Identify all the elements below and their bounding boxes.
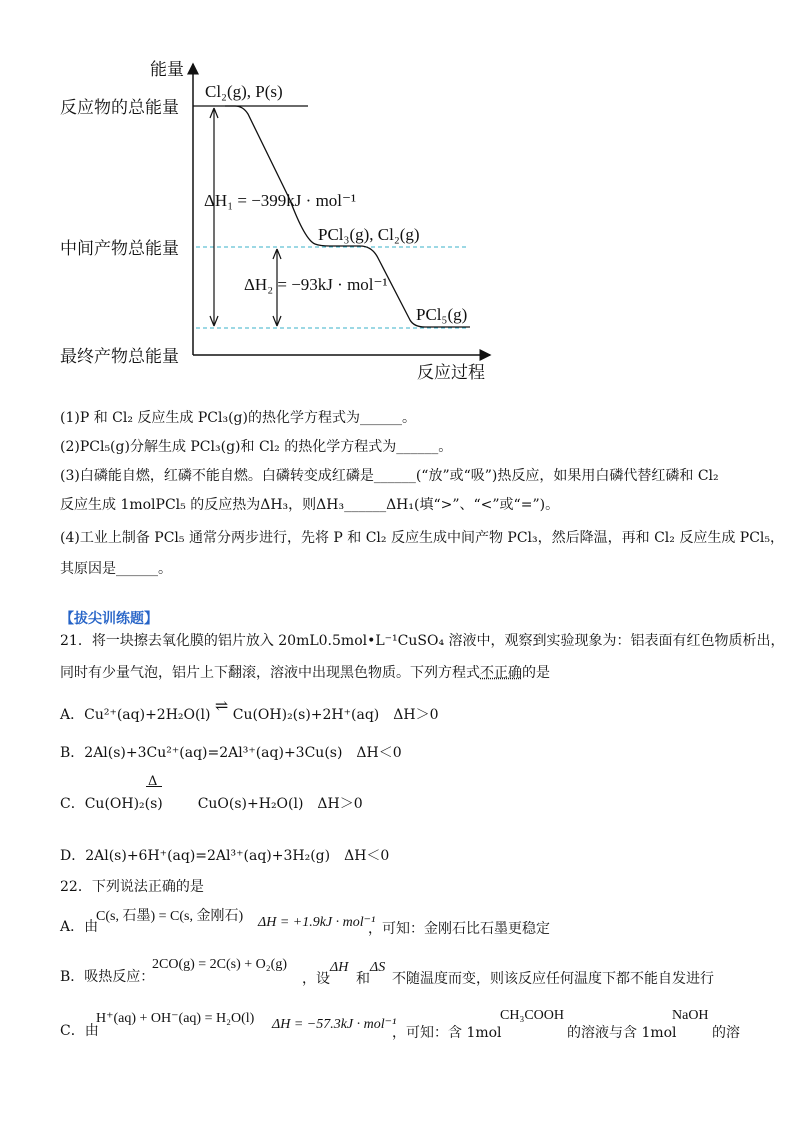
q21-a-right: Cu(OH)₂(s)+2H⁺(aq) ΔH＞0 — [232, 707, 439, 723]
q22-c-mid1: ，可知：含 1mol — [392, 1025, 502, 1041]
intermediate-species: PCl₃(g), Cl₂(g) — [318, 225, 420, 244]
q21-a-left: A．Cu²⁺(aq)+2H₂O(l) — [60, 707, 211, 723]
level-intermediate-label: 中间产物总能量 — [60, 239, 179, 258]
q22-option-c-prefix: C．由 — [60, 1023, 99, 1039]
q21-option-a — [60, 696, 439, 724]
q22-c-tail: 的溶 — [712, 1025, 740, 1041]
q22-a-enthalpy: ΔH = +1.9kJ · mol⁻¹ — [258, 915, 376, 930]
q22-a-equation: C(s, 石墨) = C(s, 金刚石) — [96, 909, 244, 924]
q21-stem-pre: 同时有少量气泡，铝片上下翻滚，溶液中出现黑色物质。下列方程式 — [60, 665, 480, 681]
q21-c-left: C．Cu(OH)₂(s) — [60, 796, 163, 812]
q22-c-acid: CH₃COOH — [500, 1008, 564, 1023]
question-2: (2)PCl₅(g)分解生成 PCl₃(g)和 Cl₂ 的热化学方程式为______。 — [60, 439, 453, 455]
q21-stem-line-1: 21．将一块擦去氧化膜的铝片放入 20mL0.5mol•L⁻¹CuSO₄ 溶液中，观察到实验现象为：铝表面有红色物质析出， — [60, 633, 785, 649]
q21-c-arrow — [146, 786, 162, 787]
reactants-species: Cl₂(g), P(s) — [205, 82, 283, 101]
q22-c-mid2: 的溶液与含 1mol — [567, 1025, 677, 1041]
q21-stem-line-2 — [60, 664, 550, 682]
q21-c-heat-sign: Δ — [148, 774, 158, 789]
x-axis-label: 反应过程 — [417, 363, 485, 382]
q22-b-conclusion: 不随温度而变，则该反应任何温度下都不能自发进行 — [392, 971, 714, 987]
question-3-line-2: 反应生成 1molPCl₅ 的反应热为ΔH₃，则ΔH₃______ΔH₁(填“>”、“<”或“=”)。 — [60, 497, 560, 513]
q21-option-b: B．2Al(s)+3Cu²⁺(aq)=2Al³⁺(aq)+3Cu(s) ΔH＜0 — [60, 745, 402, 761]
question-1: (1)P 和 Cl₂ 反应生成 PCl₃(g)的热化学方程式为______。 — [60, 410, 416, 426]
level-final-label: 最终产物总能量 — [60, 347, 179, 366]
q22-c-enthalpy: ΔH = −57.3kJ · mol⁻¹ — [272, 1017, 397, 1032]
q21-emphasis: 不正确 — [480, 665, 522, 681]
q21-c-right: CuO(s)+H₂O(l) ΔH＞0 — [197, 796, 363, 812]
q22-a-conclusion: ，可知：金刚石比石墨更稳定 — [368, 921, 550, 937]
question-3-line-1: (3)白磷能自燃，红磷不能自燃。白磷转变成红磷是______(“放”或“吸”)热反应，如果用白磷代替红磷和 Cl₂ — [60, 468, 719, 484]
section-title: 【拔尖训练题】 — [60, 611, 158, 627]
energy-diagram — [0, 0, 800, 395]
q22-b-dh: ΔH — [330, 960, 349, 975]
q22-b-equation: 2CO(g) = 2C(s) + O₂(g) — [152, 957, 287, 972]
q22-b-mid1: ，设 — [302, 971, 330, 987]
question-4-line-2: 其原因是______。 — [60, 561, 172, 577]
dh2-label: ΔH₂ = −93kJ · mol⁻¹ — [244, 275, 388, 294]
q22-option-a-prefix: A．由 — [60, 919, 99, 935]
level-reactants-label: 反应物的总能量 — [60, 98, 179, 117]
q22-b-mid2: 和 — [356, 971, 370, 987]
q21-a-arrow: ⇌ — [214, 696, 229, 715]
q21-option-c — [60, 795, 363, 813]
q22-stem: 22．下列说法正确的是 — [60, 879, 204, 895]
question-4-line-1: (4)工业上制备 PCl₅ 通常分两步进行，先将 P 和 Cl₂ 反应生成中间产物 PCl₃，然后降温，再和 Cl₂ 反应生成 PCl₅， — [60, 530, 785, 546]
q22-c-base: NaOH — [672, 1008, 709, 1023]
q21-stem-post: 的是 — [522, 665, 550, 681]
q22-b-ds: ΔS — [370, 960, 386, 975]
q22-option-b-prefix: B．吸热反应： — [60, 969, 155, 985]
dh1-label: ΔH₁ = −399kJ · mol⁻¹ — [204, 191, 357, 210]
q21-option-d: D．2Al(s)+6H⁺(aq)=2Al³⁺(aq)+3H₂(g) ΔH＜0 — [60, 848, 390, 864]
final-species: PCl₅(g) — [416, 305, 468, 324]
q22-c-equation: H⁺(aq) + OH⁻(aq) = H₂O(l) — [96, 1011, 255, 1026]
y-axis-label: 能量 — [150, 60, 184, 79]
